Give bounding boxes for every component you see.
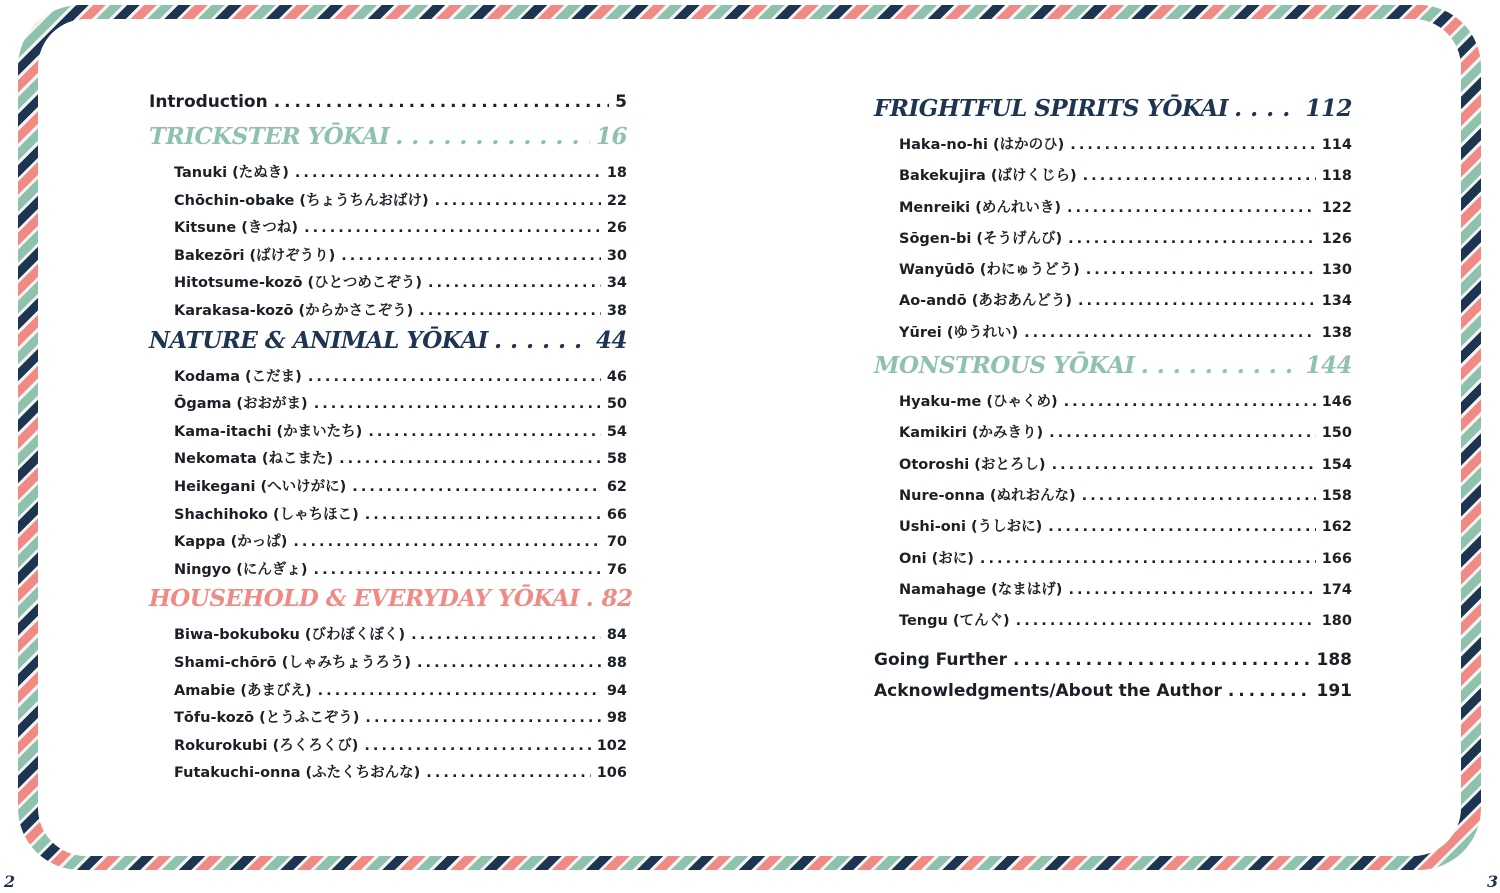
entry-page: 134 (1321, 293, 1352, 310)
entry-label: Kodama (こだま) (174, 368, 302, 385)
entry-page: 180 (1321, 613, 1352, 630)
entry-page: 138 (1321, 324, 1352, 341)
toc-entry[interactable] (149, 161, 627, 189)
entry-page: 76 (606, 561, 627, 578)
entry-page: 158 (1321, 487, 1352, 504)
page-number-right: 3 (1487, 872, 1499, 891)
toc-entry[interactable] (874, 515, 1352, 546)
toc-entry[interactable] (149, 706, 627, 734)
entry-page: 30 (606, 247, 627, 264)
entry-page: 46 (606, 368, 627, 385)
dot-leader (1086, 262, 1316, 278)
section-page: 16 (595, 123, 627, 150)
entry-page: 26 (606, 220, 627, 237)
toc-entry[interactable] (149, 503, 627, 531)
entry-label: Kamikiri (かみきり) (899, 425, 1044, 442)
dot-leader (364, 738, 590, 754)
toc-entry[interactable] (874, 609, 1352, 640)
dot-leader (419, 303, 601, 319)
entry-label: Ōgama (おおがま) (174, 396, 308, 413)
entry-page: 84 (606, 627, 627, 644)
entry-label: Kama-itachi (かまいたち) (174, 423, 363, 440)
dot-leader (1052, 457, 1316, 473)
dot-leader (339, 451, 601, 467)
entry-label: Acknowledgments/About the Author (874, 681, 1222, 702)
entry-page: 146 (1321, 394, 1352, 411)
dot-leader (308, 369, 601, 385)
entry-page: 102 (596, 737, 627, 754)
toc-entry[interactable] (149, 761, 627, 789)
dot-leader (274, 92, 609, 112)
entry-label: Tōfu-kozō (とうふこぞう) (174, 710, 360, 727)
toc-entry[interactable] (149, 216, 627, 244)
entry-label: Hitotsume-kozō (ひとつめこぞう) (174, 275, 422, 292)
entry-page: 188 (1316, 650, 1352, 671)
dot-leader (293, 534, 600, 550)
dot-leader (314, 396, 601, 412)
contents-column-right (874, 95, 1352, 712)
dot-leader (494, 327, 590, 354)
toc-entry[interactable] (874, 227, 1352, 258)
toc-entry[interactable] (149, 734, 627, 762)
entry-page: 54 (606, 423, 627, 440)
entry-page: 58 (606, 451, 627, 468)
dot-leader (1141, 352, 1300, 379)
dot-leader (318, 683, 601, 699)
toc-entry[interactable] (149, 475, 627, 503)
toc-entry[interactable] (149, 447, 627, 475)
toc-section-monstrous[interactable] (874, 352, 1352, 390)
dot-leader (1083, 168, 1316, 184)
entry-label: Ao-andō (あおあんどう) (899, 293, 1072, 310)
section-title: NATURE & ANIMAL YŌKAI (149, 326, 488, 354)
entry-page: 106 (596, 765, 627, 782)
entry-label: Oni (おに) (899, 550, 974, 567)
dot-leader (1048, 519, 1315, 535)
entry-page: 122 (1321, 199, 1352, 216)
toc-entry[interactable] (874, 196, 1352, 227)
dot-leader (365, 710, 600, 726)
entry-label: Nekomata (ねこまた) (174, 451, 334, 468)
dot-leader (435, 193, 601, 209)
toc-entry[interactable] (149, 392, 627, 420)
dot-leader (1064, 394, 1316, 410)
toc-entry[interactable] (149, 365, 627, 393)
dot-leader (304, 220, 601, 236)
entry-page: 38 (606, 302, 627, 319)
entry-label: Otoroshi (おとろし) (899, 456, 1046, 473)
entry-label: Amabie (あまびえ) (174, 682, 312, 699)
entry-label: Tanuki (たぬき) (174, 165, 289, 181)
entry-page: 34 (606, 275, 627, 292)
dot-leader (1234, 95, 1299, 122)
entry-label: Menreiki (めんれいき) (899, 199, 1061, 216)
section-page: 112 (1305, 95, 1352, 122)
entry-label: Yūrei (ゆうれい) (899, 324, 1019, 341)
entry-page: 191 (1316, 681, 1352, 702)
entry-label: Ushi-oni (うしおに) (899, 519, 1043, 536)
toc-entry[interactable] (149, 244, 627, 272)
toc-acknowledgments[interactable] (874, 681, 1352, 712)
dot-leader (980, 551, 1316, 567)
toc-entry[interactable] (874, 547, 1352, 578)
dot-leader (1016, 613, 1316, 629)
toc-section-household-everyday[interactable] (149, 585, 633, 623)
dot-leader (314, 562, 601, 578)
entry-label: Nure-onna (ぬれおんな) (899, 487, 1076, 504)
entry-label: Rokurokubi (ろくろくび) (174, 737, 359, 754)
dot-leader (368, 424, 601, 440)
toc-entry[interactable] (874, 578, 1352, 609)
entry-page: 66 (606, 506, 627, 523)
toc-entry[interactable] (149, 420, 627, 448)
toc-entry[interactable] (874, 390, 1352, 421)
section-title: MONSTROUS YŌKAI (874, 352, 1135, 380)
dot-leader (1082, 488, 1316, 504)
entry-page: 154 (1321, 456, 1352, 473)
entry-page: 62 (606, 478, 627, 495)
dot-leader (395, 123, 590, 150)
dot-leader (428, 275, 601, 291)
dot-leader (1228, 681, 1311, 701)
entry-label: Tengu (てんぐ) (899, 613, 1010, 630)
dot-leader (1068, 231, 1316, 247)
dot-leader (1013, 650, 1310, 670)
entry-page: 94 (606, 682, 627, 699)
entry-label: Introduction (149, 92, 268, 112)
section-title: HOUSEHOLD & EVERYDAY YŌKAI (149, 585, 580, 613)
entry-page: 130 (1321, 262, 1352, 279)
dot-leader (1067, 200, 1316, 216)
toc-entry[interactable] (149, 623, 627, 651)
entry-page: 22 (606, 192, 627, 209)
entry-label: Wanyūdō (わにゅうどう) (899, 262, 1080, 279)
spacer (874, 640, 1352, 650)
section-page: 82 (601, 585, 633, 613)
entry-page: 174 (1321, 581, 1352, 598)
toc-entry[interactable] (149, 189, 627, 217)
dot-leader (586, 585, 596, 612)
entry-page: 150 (1321, 425, 1352, 442)
toc-entry[interactable] (149, 271, 627, 299)
dot-leader (1068, 582, 1315, 598)
dot-leader (1049, 425, 1316, 441)
entry-label: Kitsune (きつね) (174, 220, 299, 237)
entry-page: 114 (1321, 137, 1352, 153)
toc-entry[interactable] (874, 164, 1352, 195)
entry-page: 166 (1321, 550, 1352, 567)
entry-label: Futakuchi-onna (ふたくちおんな) (174, 765, 421, 782)
entry-label: Kappa (かっぱ) (174, 534, 288, 551)
entry-page: 18 (606, 165, 627, 181)
contents-column-left (149, 92, 633, 789)
toc-entry[interactable] (149, 530, 627, 558)
section-page: 44 (595, 326, 627, 354)
toc-section-nature-animal[interactable] (149, 327, 627, 365)
entry-label: Going Further (874, 650, 1008, 671)
section-title: TRICKSTER YŌKAI (149, 123, 390, 150)
entry-label: Ningyo (にんぎょ) (174, 561, 308, 578)
toc-entry[interactable] (149, 299, 627, 327)
toc-section-frightful-spirits[interactable] (874, 95, 1352, 133)
dot-leader (426, 765, 590, 781)
entry-page: 70 (606, 534, 627, 551)
entry-page: 98 (606, 710, 627, 727)
entry-label: Shachihoko (しゃちほこ) (174, 506, 359, 523)
entry-label: Karakasa-kozō (からかさこぞう) (174, 302, 414, 319)
page-number-left: 2 (4, 872, 16, 891)
dot-leader (1024, 325, 1316, 341)
dot-leader (411, 627, 601, 643)
entry-label: Namahage (なまはげ) (899, 581, 1063, 598)
toc-entry[interactable] (874, 421, 1352, 452)
dot-leader (352, 479, 601, 495)
toc-intro-entry[interactable] (149, 92, 627, 123)
toc-entry[interactable] (874, 133, 1352, 164)
entry-label: Shami-chōrō (しゃみちょうろう) (174, 654, 411, 671)
dot-leader (365, 507, 601, 523)
toc-going-further[interactable] (874, 650, 1352, 681)
entry-label: Heikegani (へいけがに) (174, 478, 347, 495)
entry-label: Biwa-bokuboku (びわぼくぼく) (174, 627, 406, 644)
entry-page: 118 (1321, 168, 1352, 185)
entry-page: 88 (606, 654, 627, 671)
entry-label: Hyaku-me (ひゃくめ) (899, 394, 1058, 411)
entry-page: 5 (615, 92, 627, 112)
toc-entry[interactable] (874, 258, 1352, 289)
entry-label: Bakezōri (ばけぞうり) (174, 247, 336, 264)
toc-entry[interactable] (874, 289, 1352, 320)
section-page: 144 (1305, 352, 1352, 380)
entry-label: Bakekujira (ばけくじら) (899, 168, 1077, 185)
dot-leader (341, 248, 601, 264)
dot-leader (1078, 293, 1316, 309)
entry-label: Chōchin-obake (ちょうちんおばけ) (174, 192, 429, 209)
dot-leader (295, 165, 601, 181)
dot-leader (417, 655, 601, 671)
entry-page: 126 (1321, 230, 1352, 247)
toc-entry[interactable] (149, 679, 627, 707)
entry-label: Sōgen-bi (そうげんび) (899, 230, 1063, 247)
toc-entry[interactable] (874, 453, 1352, 484)
entry-page: 50 (606, 396, 627, 413)
section-title: FRIGHTFUL SPIRITS YŌKAI (874, 95, 1229, 122)
toc-entry[interactable] (874, 321, 1352, 352)
toc-entry[interactable] (149, 651, 627, 679)
toc-entry[interactable] (149, 558, 627, 586)
toc-section-trickster[interactable] (149, 123, 627, 161)
entry-label: Haka-no-hi (はかのひ) (899, 137, 1065, 153)
dot-leader (1070, 137, 1315, 153)
entry-page: 162 (1321, 519, 1352, 536)
toc-entry[interactable] (874, 484, 1352, 515)
